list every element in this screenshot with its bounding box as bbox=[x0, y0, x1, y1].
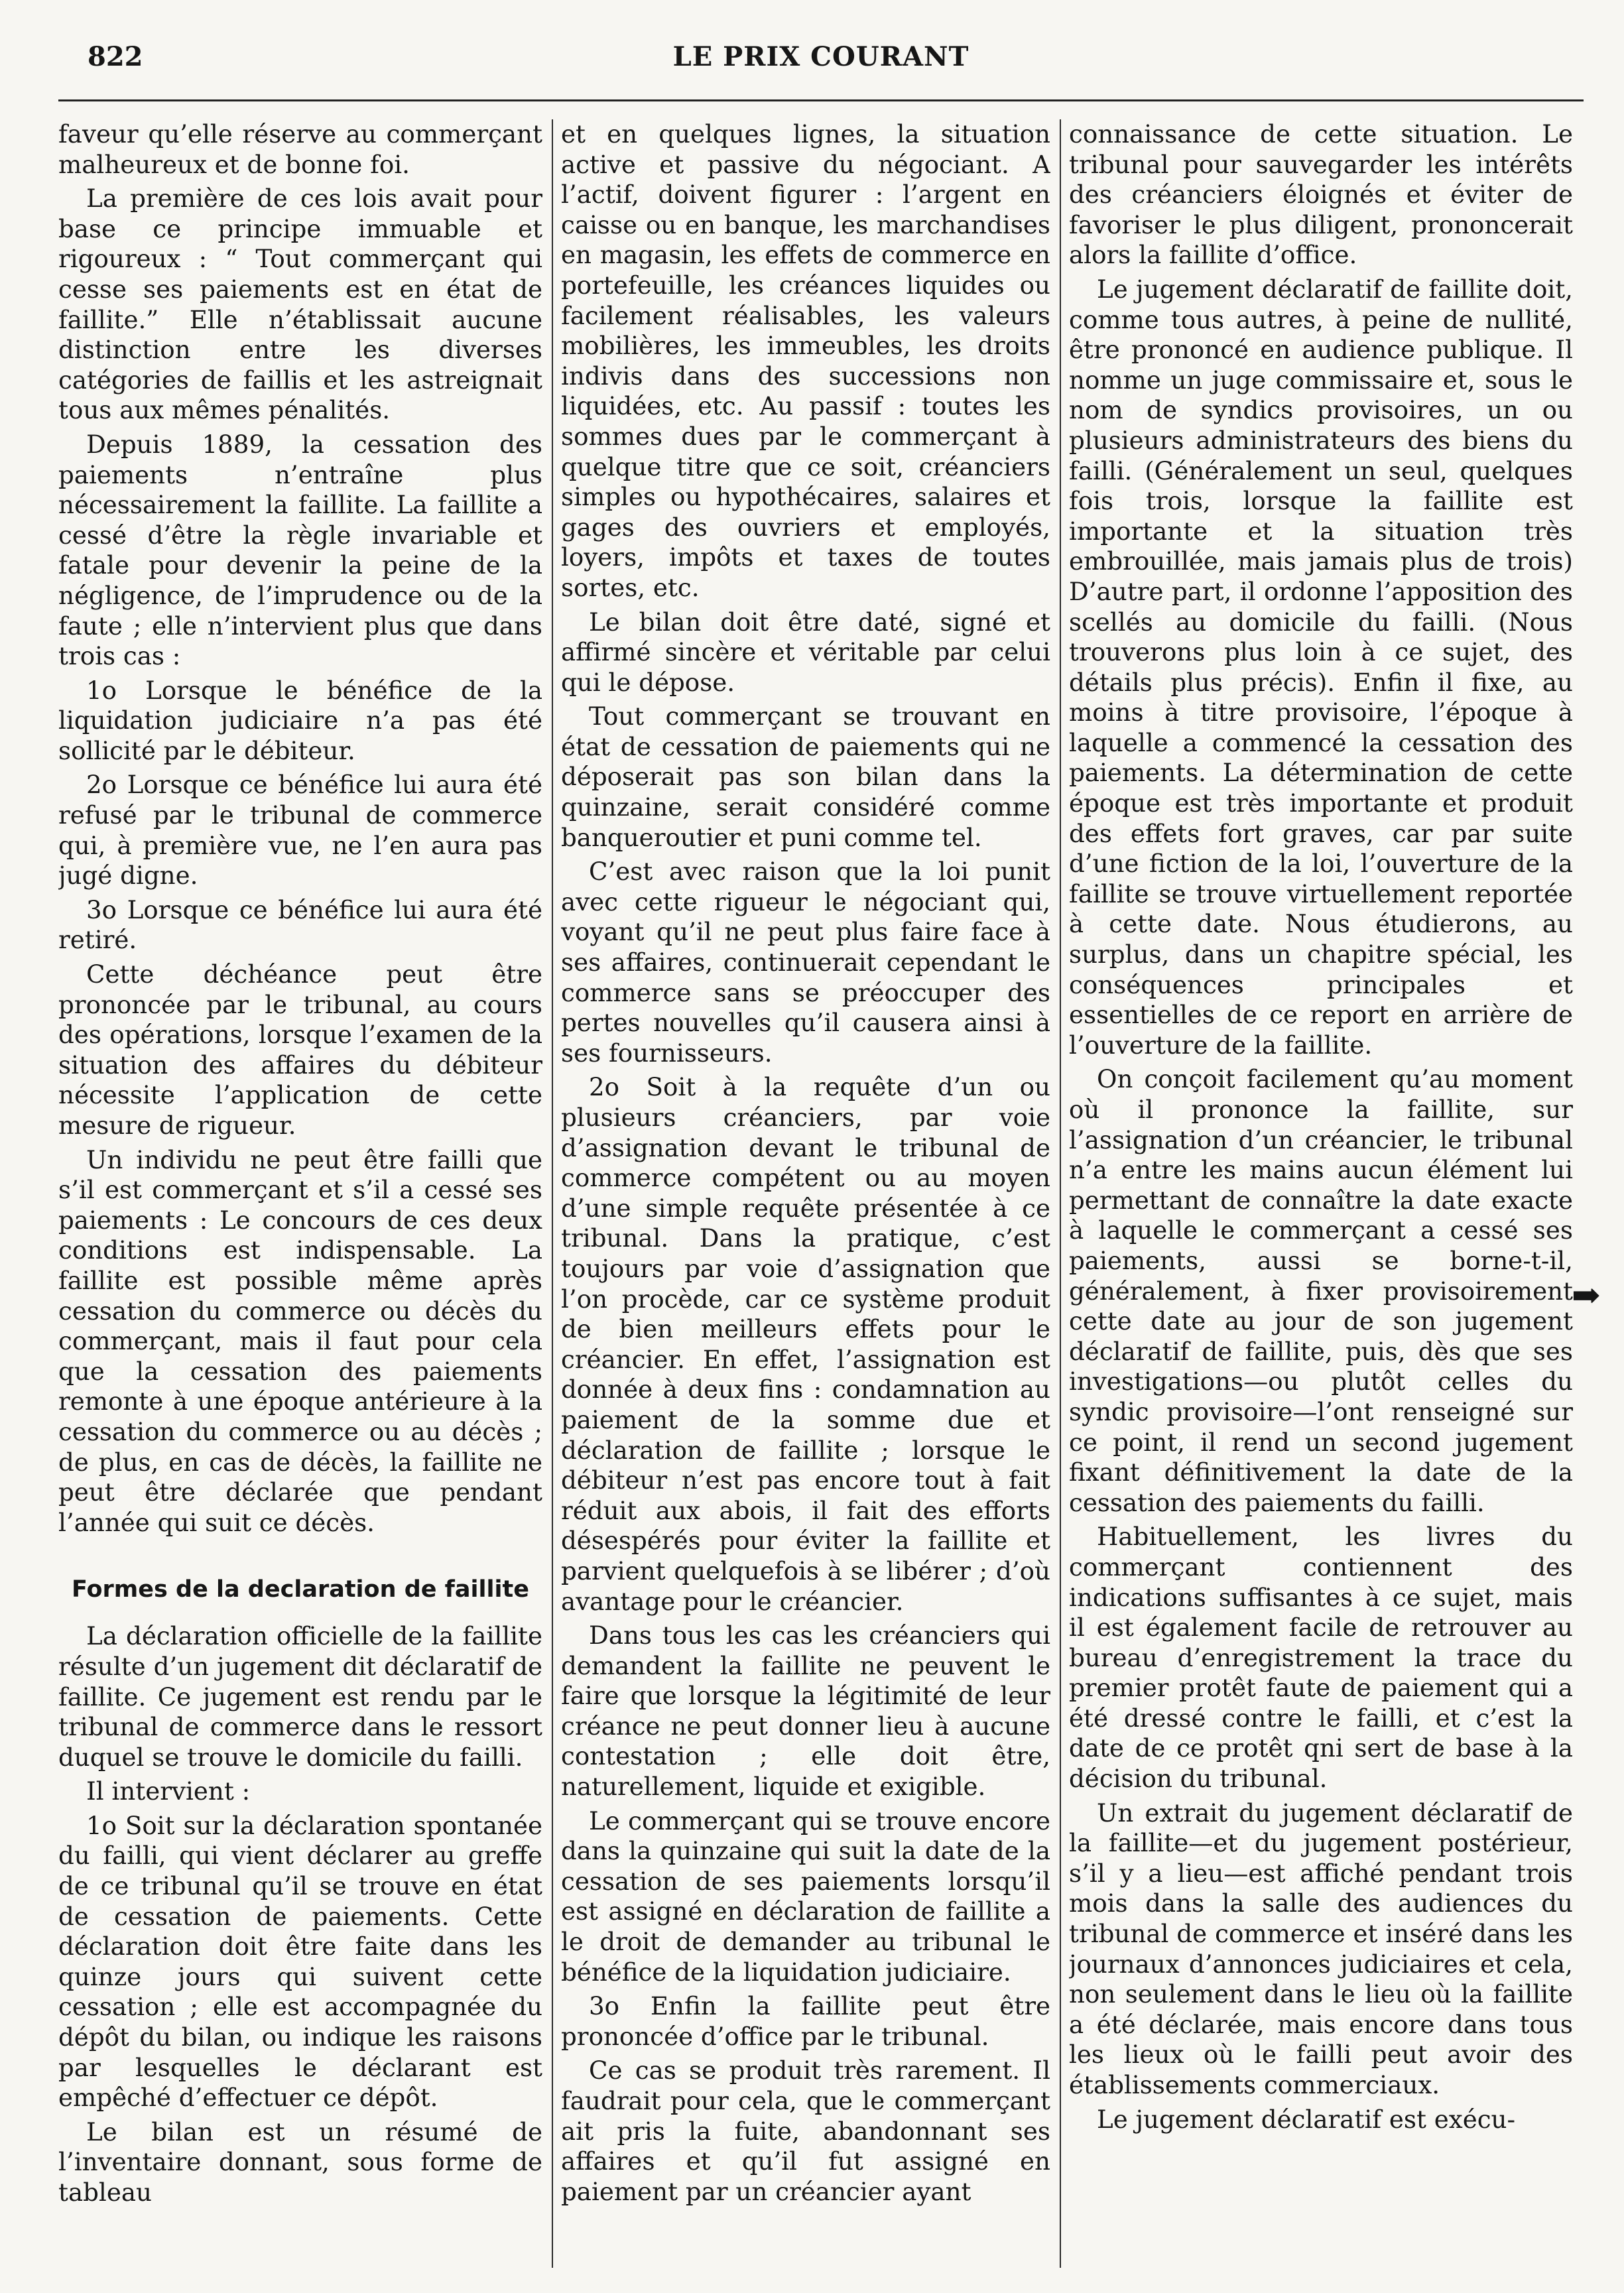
paragraph: 1o Soit sur la déclaration spontanée du failli, qui vient déclarer au greffe de ce tribunal qu’il se trouve en état de cessation de paiements. Cette déclaration doit être faite dans les quinze jours qui suivent cette cessation ; elle est accompagnée du dépôt du bilan, ou indique les raisons par lesquelles le déclarant est empêché d’effectuer ce dépôt. bbox=[58, 1810, 542, 2113]
paragraph: Tout commerçant se trouvant en état de cessation de paiements qui ne déposerait pas son bilan dans la quinzaine, serait considéré comme banqueroutier et puni comme tel. bbox=[561, 702, 1050, 852]
paragraph: Ce cas se produit très rarement. Il faudrait pour cela, que le commerçant ait pris la fuite, abandonnant ses affaires et qu’il fut assigné en paiement par un créancier ayant bbox=[561, 2056, 1050, 2206]
paragraph: On conçoit facilement qu’au moment où il prononce la faillite, sur l’assignation d’un créancier, le tribunal n’a entre les mains aucun élément lui permettant de connaître la date exacte à laquelle le commerçant a cessé ses paiements, aussi se borne-t-il, généralement, à fixer provisoirement cette date au jour de son jugement déclaratif de faillite, puis, dès que ses investigations—ou plutôt celles du syndic provisoire—l’ont renseigné sur ce point, il rend un second jugement fixant définitivement la date de la cessation des paiements du failli. bbox=[1069, 1064, 1573, 1517]
paragraph: 3o Lorsque ce bénéfice lui aura été retiré. bbox=[58, 895, 542, 955]
paragraph: Le bilan doit être daté, signé et affirmé sincère et véritable par celui qui le dépose. bbox=[561, 607, 1050, 697]
paragraph: 2o Lorsque ce bénéfice lui aura été refusé par le tribunal de commerce qui, à première vue, ne l’en aura pas jugé digne. bbox=[58, 770, 542, 891]
column-divider bbox=[552, 119, 553, 2268]
paragraph: connaissance de cette situation. Le tribunal pour sauvegarder les intérêts des créanciers éloignés et éviter de favoriser le plus diligent, prononcerait alors la faillite d’office. bbox=[1069, 119, 1573, 270]
text-column-2 bbox=[561, 119, 1050, 2268]
column-divider bbox=[1060, 119, 1061, 2268]
paragraph: Le jugement déclaratif est exécu- bbox=[1097, 2104, 1516, 2134]
section-heading: Formes de la declaration de faillite bbox=[72, 1576, 529, 1603]
paragraph: Cette déchéance peut être prononcée par le tribunal, au cours des opérations, lorsque l’examen de la situation des affaires du débiteur nécessite l’application de cette mesure de rigueur. bbox=[58, 960, 542, 1140]
paragraph: La première de ces lois avait pour base ce principe immuable et rigoureux : “ Tout commerçant qui cesse ses paiements est en état de faillite.” Elle n’établissait aucune distinction entre les diverses catégories de faillis et les astreignait tous aux mêmes pénalités. bbox=[58, 184, 542, 425]
running-title: LE PRIX COURANT bbox=[672, 41, 969, 72]
paragraph: C’est avec raison que la loi punit avec cette rigueur le négociant qui, voyant qu’il ne peut plus faire face à ses affaires, continuerait cependant le commerce sans se préoccuper des pertes nouvelles qu’il causera ainsi à ses fournisseurs. bbox=[561, 857, 1050, 1068]
pointing-arrow-icon: ➡ bbox=[1572, 1276, 1601, 1316]
page-header bbox=[58, 41, 1584, 81]
paragraph: 3o Enfin la faillite peut être prononcée d’office par le tribunal. bbox=[561, 1991, 1050, 2051]
paragraph: Il intervient : bbox=[86, 1776, 251, 1806]
paragraph: Le jugement déclaratif de faillite doit, comme tous autres, à peine de nullité, être prononcé en audience publique. Il nomme un juge commissaire et, sous le nom de syndics provisoires, un ou plusieurs administrateurs des biens du failli. (Généralement un seul, quelques fois trois, lorsque la faillite est importante et la situation très embrouillée, mais jamais plus de trois) D’autre part, il ordonne l’apposition des scellés au domicile du failli. (Nous trouverons plus loin à ce sujet, des détails plus précis). Enfin il fixe, au moins à titre provisoire, l’époque à laquelle a commencé la cessation des paiements. La détermination de cette époque est très importante et produit des effets fort graves, car par suite d’une fiction de la loi, l’ouverture de la faillite se trouve virtuellement reportée à cette date. Nous étudierons, au surplus, dans un chapitre spécial, les conséquences principales et essentielles de ce report en arrière de l’ouverture de la faillite. bbox=[1069, 274, 1573, 1060]
page-number: 822 bbox=[88, 41, 143, 72]
paragraph: Le bilan est un résumé de l’inventaire donnant, sous forme de tableau bbox=[58, 2117, 542, 2207]
paragraph: faveur qu’elle réserve au commerçant malheureux et de bonne foi. bbox=[58, 119, 542, 179]
paragraph: 2o Soit à la requête d’un ou plusieurs créanciers, par voie d’assignation devant le tribunal de commerce compétent ou au moyen d’une simple requête présentée à ce tribunal. Dans la pratique, c’est toujours par voie d’assignation que l’on procède, car ce système produit de bien meilleurs effets pour le créancier. En effet, l’assignation est donnée à deux fins : condamnation au paiement de la somme due et déclaration de faillite ; lorsque le débiteur n’est pas encore tout à fait réduit aux abois, il fait des efforts désespérés pour éviter la faillite et parvient quelquefois à se libérer ; d’où avantage pour le créancier. bbox=[561, 1072, 1050, 1616]
paragraph: Dans tous les cas les créanciers qui demandent la faillite ne peuvent le faire que lorsque la légitimité de leur créance ne peut donner lieu à aucune contestation ; elle doit être, naturellement, liquide et exigible. bbox=[561, 1621, 1050, 1802]
paragraph: La déclaration officielle de la faillite résulte d’un jugement dit déclaratif de faillite. Ce jugement est rendu par le tribunal de commerce dans le ressort duquel se trouve le domicile du failli. bbox=[58, 1621, 542, 1772]
text-column-1 bbox=[58, 119, 542, 2268]
paragraph: 1o Lorsque le bénéfice de la liquidation judiciaire n’a pas été sollicité par le débiteur. bbox=[58, 675, 542, 765]
paragraph: et en quelques lignes, la situation active et passive du négociant. A l’actif, doivent figurer : l’argent en caisse ou en banque, les marchandises en magasin, les effets de commerce en portefeuille, les créances liquides ou facilement réalisables, les valeurs mobilières, les immeubles, les droits indivis dans des successions non liquidées, etc. Au passif : toutes les sommes dues par le commerçant à quelque titre que ce soit, créanciers simples ou hypothécaires, salaires et gages des ouvriers et employés, loyers, impôts et taxes de toutes sortes, etc. bbox=[561, 119, 1050, 602]
paragraph: Un individu ne peut être failli que s’il est commerçant et s’il a cessé ses paiements : Le concours de ces deux conditions est indispensable. La faillite est possible même après cessation du commerce ou décès du commerçant, mais il faut pour cela que la cessation des paiements remonte à une époque antérieure à la cessation du commerce ou au décès ; de plus, en cas de décès, la faillite ne peut être déclarée que pendant l’année qui suit ce décès. bbox=[58, 1145, 542, 1537]
paragraph: Un extrait du jugement déclaratif de la faillite—et du jugement postérieur, s’il y a lieu—est affiché pendant trois mois dans la salle des audiences du tribunal de commerce et inséré dans les journaux d’annonces judiciaires et cela, non seulement dans le lieu où la faillite a été déclarée, mais encore dans tous les lieux où le failli peut avoir des établissements commerciaux. bbox=[1069, 1798, 1573, 2099]
paragraph: Habituellement, les livres du commerçant contiennent des indications suffisantes à ce sujet, mais il est également facile de retrouver au bureau d’enregistrement la trace du premier protêt faute de paiement qui a été dressé contre le failli, et c’est la date de ce protêt qni sert de base à la décision du tribunal. bbox=[1069, 1522, 1573, 1794]
header-rule bbox=[58, 99, 1584, 101]
paragraph: Le commerçant qui se trouve encore dans la quinzaine qui suit la date de la cessation de ses paiements lorsqu’il est assigné en déclaration de faillite a le droit de demander au tribunal le bénéfice de la liquidation judiciaire. bbox=[561, 1806, 1050, 1987]
paragraph: Depuis 1889, la cessation des paiements n’entraîne plus nécessairement la faillite. La faillite a cessé d’être la règle invariable et fatale pour devenir la peine de la négligence, de l’imprudence ou de la faute ; elle n’intervient plus que dans trois cas : bbox=[58, 429, 542, 671]
text-column-3 bbox=[1069, 119, 1573, 2268]
